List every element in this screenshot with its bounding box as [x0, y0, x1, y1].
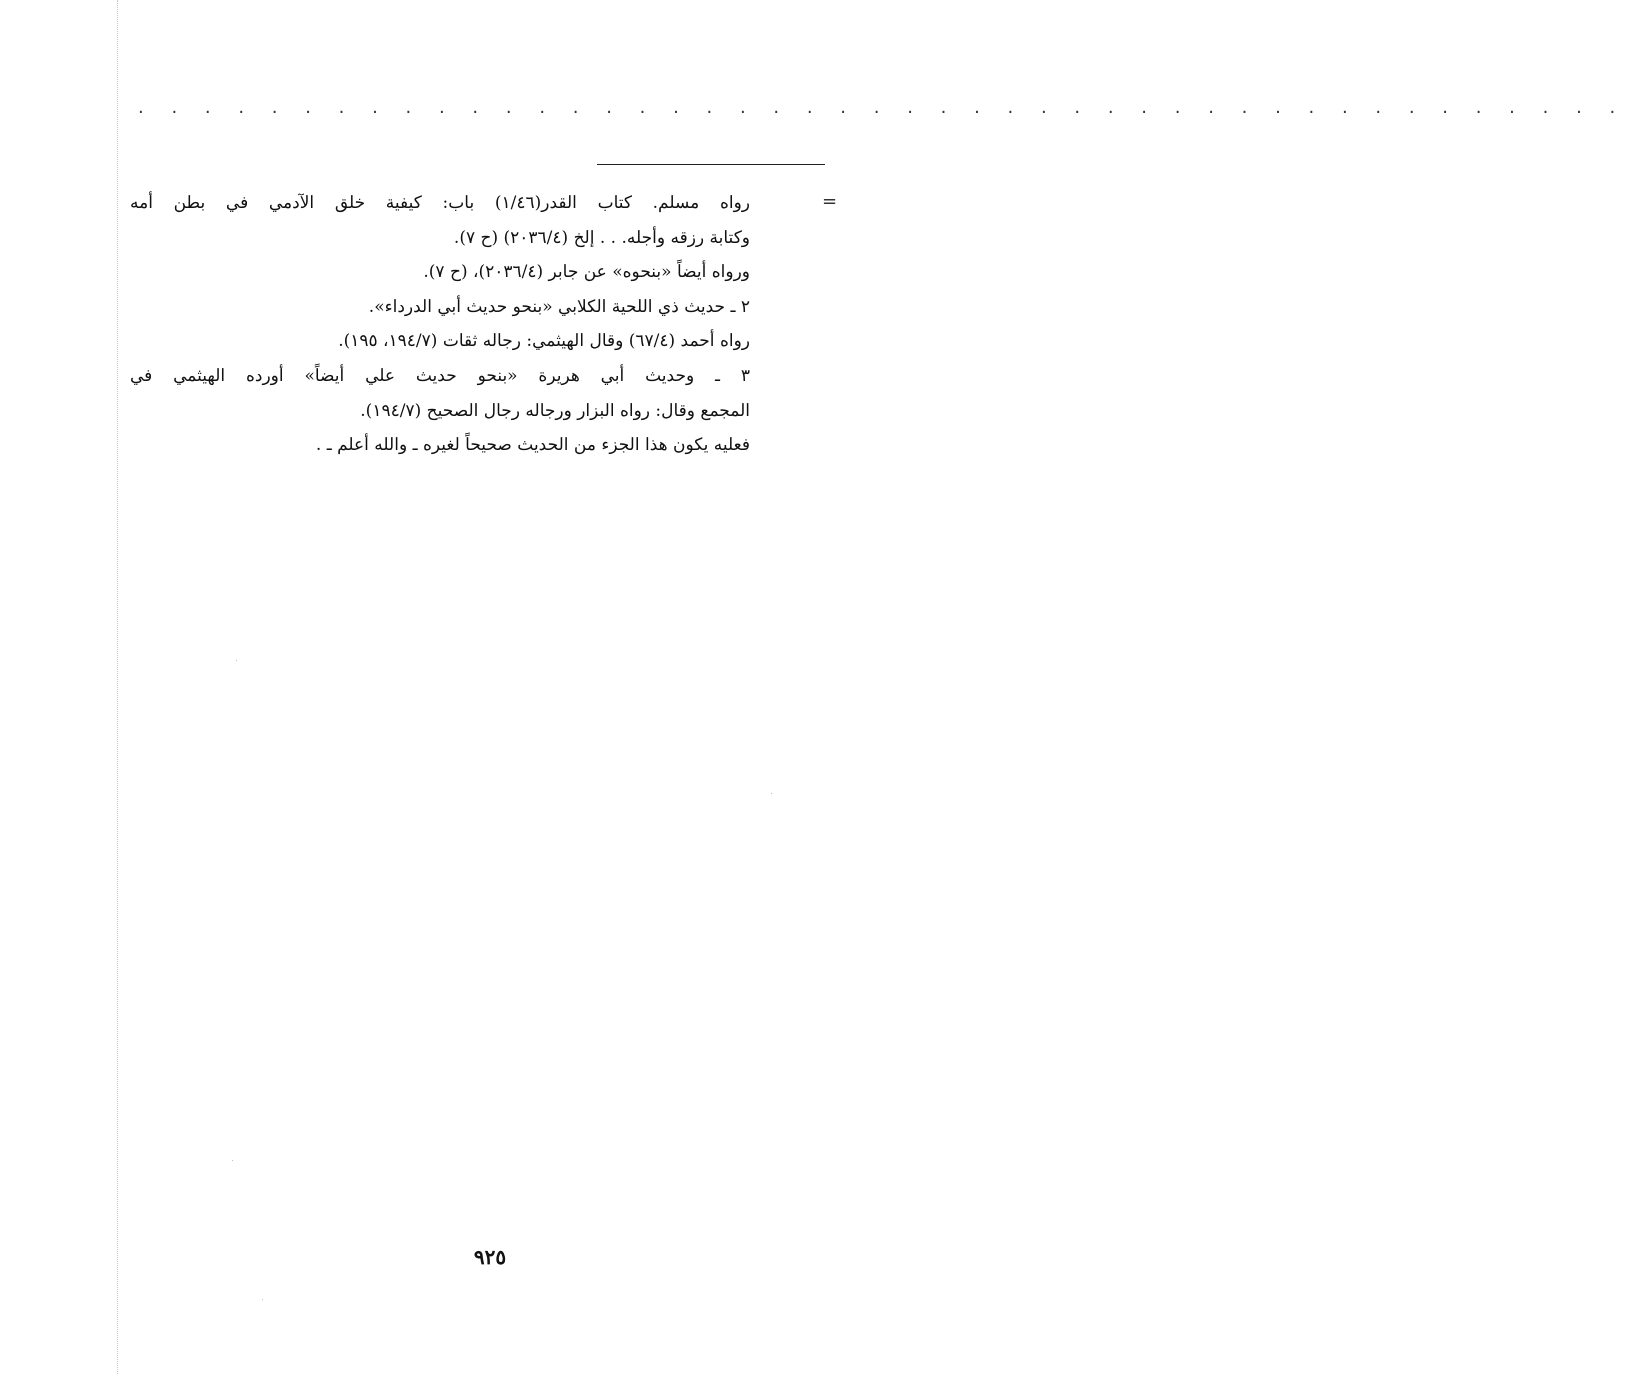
scan-speck: [232, 1160, 233, 1161]
footnote-line-1: رواه مسلم. كتاب القدر(١/٤٦) باب: كيفية خلق الآدمي في بطن أمه: [130, 193, 750, 213]
footnote-line-3: ورواه أيضاً «بنحوه» عن جابر (٢٠٣٦/٤)، (ح ٧).: [423, 262, 750, 283]
scan-edge-line: [117, 0, 118, 1374]
footnote-line-7: المجمع وقال: رواه البزار ورجاله رجال الصحيح (١٩٤/٧).: [360, 400, 750, 421]
dotted-divider: . . . . . . . . . . . . . . . . . . . . . . . . . . . . . . . . . . . . . . . . . . . . .: [138, 97, 1626, 118]
scan-speck: [236, 660, 237, 661]
scan-speck: [262, 1299, 263, 1300]
continuation-mark: =: [822, 191, 838, 212]
footnote-block: [130, 186, 750, 463]
footnote-separator-line: [597, 164, 825, 165]
footnote-line-4: ٢ ـ حديث ذي اللحية الكلابي «بنحو حديث أبي الدرداء».: [368, 296, 750, 317]
footnote-line-8: فعليه يكون هذا الجزء من الحديث صحيحاً لغيره ـ والله أعلم ـ .: [315, 435, 750, 456]
page-number: ٩٢٥: [473, 1245, 507, 1269]
footnote-line-5: رواه أحمد (٦٧/٤) وقال الهيثمي: رجاله ثقات (١٩٤/٧، ١٩٥).: [338, 331, 750, 352]
footnote-line-6: ٣ ـ وحديث أبي هريرة «بنحو حديث علي أيضاً» أورده الهيثمي في: [130, 365, 750, 386]
scan-speck: [771, 793, 772, 794]
footnote-line-2: وكتابة رزقه وأجله. . . إلخ (٢٠٣٦/٤) (ح ٧).: [453, 227, 750, 248]
